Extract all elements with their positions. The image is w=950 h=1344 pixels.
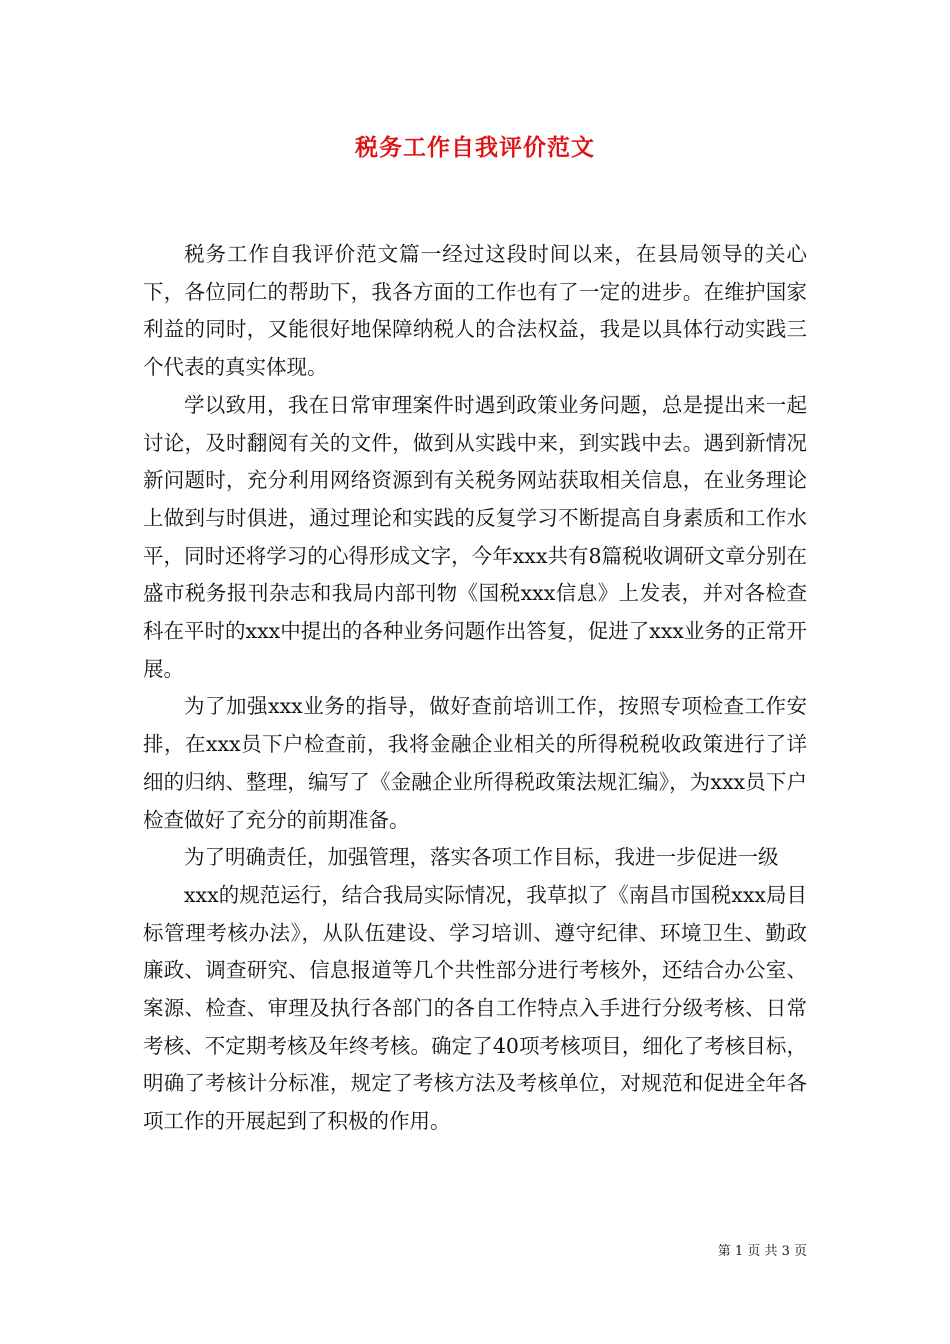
paragraph-2: 学以致用，我在日常审理案件时遇到政策业务问题，总是提出来一起讨论，及时翻阅有关的文件，做到从实践中来，到实践中去。遇到新情况新问题时，充分利用网络资源到有关税务网站获取相关信息，在业务理论上做到与时俱进，通过理论和实践的反复学习不断提高自身素质和工作水平，同时还将学习的心得形成文字，今年xxx共有8篇税收调研文章分别在盛市税务报刊杂志和我局内部刊物《国税xxx信息》上发表，并对各检查科在平时的xxx中提出的各种业务问题作出答复，促进了xxx业务的正常开展。 — [143, 392, 807, 681]
paragraph-3: 为了加强xxx业务的指导，做好查前培训工作，按照专项检查工作安排，在xxx员下户检查前，我将金融企业相关的所得税税收政策进行了详细的归纳、整理，编写了《金融企业所得税政策法规汇编》，为xxx员下户检查做好了充分的前期准备。 — [143, 694, 807, 832]
page-number-footer: 第 1 页 共 3 页 — [717, 1244, 807, 1259]
paragraph-5: xxx的规范运行，结合我局实际情况，我草拟了《南昌市国税xxx局目标管理考核办法》，从队伍建设、学习培训、遵守纪律、环境卫生、勤政廉政、调查研究、信息报道等几个共性部分进行考核外，还结合办公室、案源、检查、审理及执行各部门的各自工作特点入手进行分级考核、日常考核、不定期考核及年终考核。确定了40项考核项目，细化了考核目标，明确了考核计分标准，规定了考核方法及考核单位，对规范和促进全年各项工作的开展起到了积极的作用。 — [143, 882, 807, 1134]
document-body — [143, 236, 807, 1141]
paragraph-1: 税务工作自我评价范文篇一经过这段时间以来，在县局领导的关心下，各位同仁的帮助下，我各方面的工作也有了一定的进步。在维护国家利益的同时，又能很好地保障纳税人的合法权益，我是以具体行动实践三个代表的真实体现。 — [143, 242, 807, 380]
paragraph-4: 为了明确责任，加强管理，落实各项工作目标，我进一步促进一级 — [184, 845, 779, 870]
document-title: 税务工作自我评价范文 — [355, 134, 595, 161]
